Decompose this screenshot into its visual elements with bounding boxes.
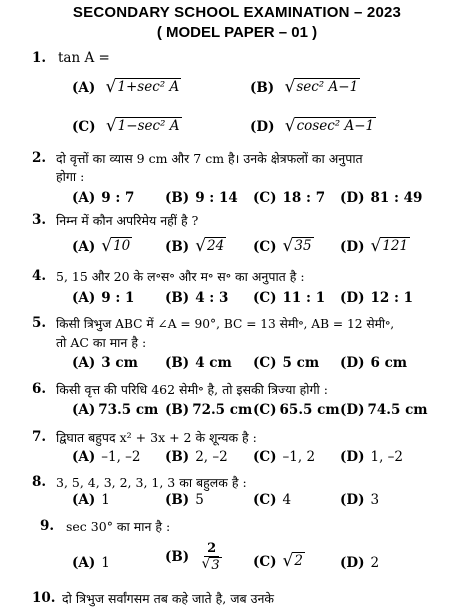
radicand: 24 [207, 238, 225, 254]
option-label: (B) [250, 80, 275, 96]
option-label: (D) [340, 239, 365, 255]
radicand: 121 [382, 238, 409, 254]
option-d [340, 449, 403, 465]
square-root-expression [195, 237, 226, 255]
option-label: (B) [165, 549, 190, 565]
option-label: (D) [340, 402, 365, 418]
radical-sign-icon: √ [105, 116, 117, 136]
option-label: (C) [253, 449, 277, 465]
option-label: (C) [253, 355, 277, 371]
option-label: (C) [72, 119, 96, 135]
question-number: 7. [32, 429, 47, 445]
option-label: (A) [72, 190, 96, 206]
square-root-expression [283, 237, 314, 255]
question-number: 10. [32, 590, 56, 606]
radicand: 1+sec² A [117, 79, 180, 95]
option-value: –1, 2 [282, 449, 316, 465]
radical-sign-icon: √ [284, 116, 296, 136]
radical-sign-icon: √ [101, 236, 113, 256]
radical-sign-icon: √ [370, 236, 382, 256]
option-c [253, 449, 315, 465]
option-label: (C) [253, 290, 277, 306]
option-value: 72.5 cm [192, 402, 253, 418]
radicand: sec² A−1 [296, 79, 359, 95]
option-label: (B) [165, 402, 190, 418]
option-value: 4 [282, 492, 292, 508]
option-label: (D) [340, 449, 365, 465]
option-b [165, 190, 238, 206]
question-number: 5. [32, 315, 47, 331]
option-a [72, 555, 110, 571]
question-number: 4. [32, 268, 47, 284]
option-label: (D) [340, 190, 365, 206]
option-c [253, 552, 305, 570]
option-label: (C) [253, 554, 277, 570]
option-label: (A) [72, 449, 96, 465]
question-number: 9. [40, 518, 55, 534]
option-b [165, 449, 228, 465]
option-c [253, 237, 314, 255]
option-value: 2 [370, 555, 380, 571]
option-value: 74.5 cm [367, 402, 428, 418]
paper-subtitle: ( MODEL PAPER – 01 ) [156, 24, 318, 41]
square-root-expression [283, 552, 305, 570]
radicand: 2 [294, 553, 303, 569]
radical-sign-icon: √ [105, 77, 117, 97]
exam-title: SECONDARY SCHOOL EXAMINATION – 2023 [72, 4, 402, 21]
option-a [72, 78, 181, 96]
option-d [340, 555, 379, 571]
option-label: (C) [253, 239, 277, 255]
question-text: sec 30° का मान है : [66, 519, 171, 534]
option-label: (B) [165, 239, 190, 255]
radical-sign-icon: √ [195, 236, 207, 256]
option-value: 9 : 7 [101, 190, 135, 206]
option-label: (A) [72, 290, 96, 306]
option-a [72, 492, 110, 508]
option-d [340, 355, 407, 371]
option-c [253, 402, 340, 418]
option-value: 1 [101, 492, 110, 508]
question-text: tan A = [58, 50, 110, 66]
option-value: 2, –2 [195, 449, 228, 465]
question-number: 6. [32, 381, 47, 397]
option-label: (B) [165, 492, 190, 508]
radical-sign-icon: √ [201, 556, 211, 572]
square-root-expression [370, 237, 410, 255]
question-number: 3. [32, 212, 47, 228]
option-value: 18 : 7 [282, 190, 326, 206]
option-label: (D) [340, 290, 365, 306]
radicand: 1−sec² A [117, 118, 180, 134]
option-label: (A) [72, 555, 96, 571]
question-text: 3, 5, 4, 3, 2, 3, 1, 3 का बहुलक है : [56, 475, 247, 490]
fraction [199, 541, 223, 573]
option-c [72, 117, 182, 135]
option-d [340, 237, 410, 255]
option-d [340, 492, 379, 508]
option-label: (A) [72, 355, 96, 371]
option-label: (C) [253, 190, 277, 206]
option-value: 3 [370, 492, 380, 508]
option-c [253, 290, 325, 306]
option-a [72, 290, 134, 306]
radicand: cosec² A−1 [296, 118, 375, 134]
option-d [340, 190, 422, 206]
option-label: (C) [253, 402, 277, 418]
radical-sign-icon: √ [282, 236, 294, 256]
option-value: 11 : 1 [282, 290, 326, 306]
fraction-numerator: 2 [204, 541, 219, 557]
option-a [72, 449, 141, 465]
option-b [165, 492, 204, 508]
option-a [72, 355, 138, 371]
option-value: 4 cm [195, 355, 232, 371]
option-c [253, 355, 319, 371]
option-b [165, 237, 226, 255]
question-text: 5, 15 और 20 के ल॰स॰ और म॰ स॰ का अनुपात है : [56, 269, 305, 284]
option-c [253, 190, 325, 206]
question-text-continued: तो AC का मान है : [56, 335, 147, 350]
option-b [165, 541, 224, 573]
radicand: 3 [211, 558, 220, 573]
option-label: (D) [340, 555, 365, 571]
option-d [340, 402, 428, 418]
question-number: 2. [32, 150, 47, 166]
question-number: 8. [32, 474, 47, 490]
option-label: (D) [340, 492, 365, 508]
question-text: दो वृत्तों का व्यास 9 cm और 7 cm है। उनके क्षेत्रफलों का अनुपात [56, 151, 363, 166]
option-a [72, 402, 158, 418]
question-text: किसी वृत्त की परिधि 462 सेमी॰ है, तो इसकी त्रिज्या होगी : [56, 382, 328, 397]
option-value: 4 : 3 [195, 290, 229, 306]
option-label: (B) [165, 190, 190, 206]
option-value: 1 [101, 555, 110, 571]
option-c [253, 492, 291, 508]
option-value: 6 cm [370, 355, 408, 371]
option-b [165, 355, 232, 371]
option-a [72, 237, 132, 255]
option-d [250, 117, 376, 135]
square-root-expression [101, 237, 132, 255]
option-value: 9 : 14 [195, 190, 238, 206]
question-text: निम्न में कौन अपरिमेय नहीं है ? [56, 213, 199, 228]
question-text: किसी त्रिभुज ABC में ∠A = 90°, BC = 13 सेमी॰, AB = 12 सेमी॰, [56, 317, 395, 331]
option-value: 3 cm [101, 355, 138, 371]
option-value: 5 cm [282, 355, 320, 371]
question-text: द्विघात बहुपद x² + 3x + 2 के शून्यक है : [56, 430, 257, 445]
option-value: –1, –2 [101, 449, 141, 465]
question-text: दो त्रिभुज सर्वांगसम तब कहे जाते है, जब उनके [62, 591, 275, 606]
option-label: (D) [250, 119, 275, 135]
square-root-expression [106, 78, 182, 96]
option-label: (B) [165, 449, 190, 465]
option-label: (D) [340, 355, 365, 371]
option-label: (B) [165, 290, 190, 306]
option-a [72, 190, 134, 206]
option-label: (A) [72, 402, 96, 418]
question-number: 1. [32, 50, 47, 66]
option-value: 1, –2 [370, 449, 403, 465]
option-value: 9 : 1 [101, 290, 135, 306]
option-label: (B) [165, 355, 190, 371]
fraction-denominator [199, 557, 223, 573]
option-value: 12 : 1 [370, 290, 414, 306]
option-value: 73.5 cm [98, 402, 159, 418]
option-b [165, 402, 252, 418]
square-root-expression [106, 117, 182, 135]
option-d [340, 290, 413, 306]
option-label: (C) [253, 492, 277, 508]
radicand: 10 [113, 238, 131, 254]
option-value: 5 [195, 492, 204, 508]
option-label: (A) [72, 492, 96, 508]
square-root-expression [285, 117, 376, 135]
square-root-expression [284, 78, 360, 96]
option-value: 65.5 cm [279, 402, 340, 418]
option-b [165, 290, 228, 306]
radicand: 35 [294, 238, 312, 254]
question-text-continued: होगा : [56, 169, 85, 184]
option-b [250, 78, 360, 96]
radical-sign-icon: √ [284, 77, 296, 97]
option-value: 81 : 49 [370, 190, 423, 206]
option-label: (A) [72, 80, 96, 96]
radical-sign-icon: √ [282, 551, 294, 571]
square-root-expression [201, 557, 221, 573]
option-label: (A) [72, 239, 96, 255]
